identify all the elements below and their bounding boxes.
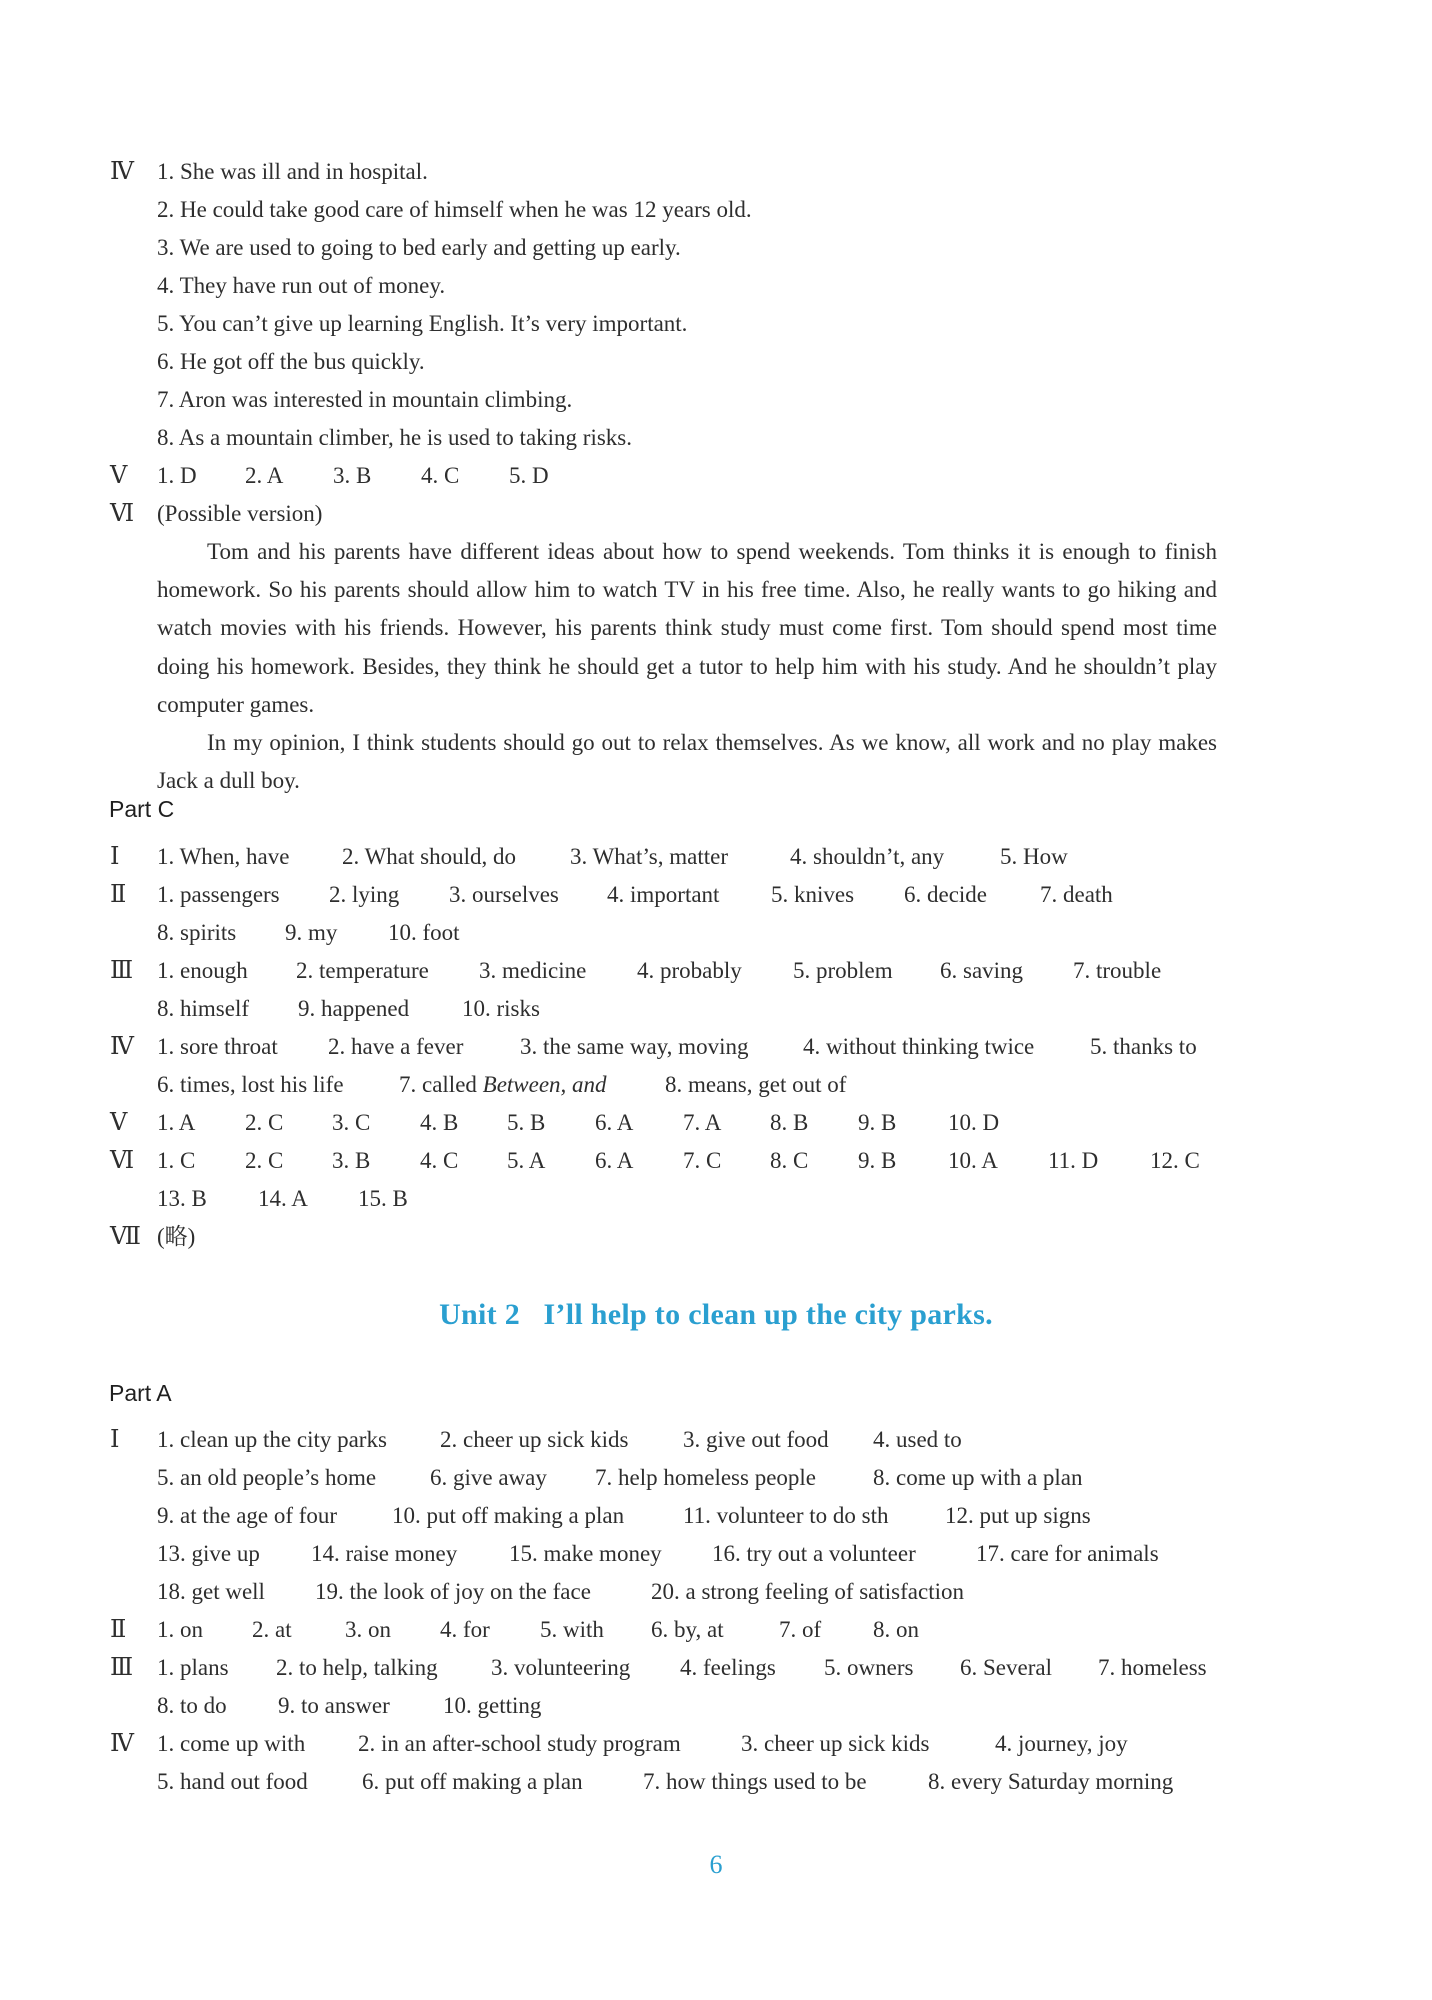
answer-item: 4. C: [421, 463, 460, 488]
answer-item: 3. medicine: [479, 958, 587, 983]
answer-item: 6. times, lost his life: [157, 1072, 344, 1097]
answer-item: 14. A: [258, 1186, 308, 1211]
answer-sentence: 5. You can’t give up learning English. It’s very important.: [157, 311, 688, 336]
answer-item: 2. cheer up sick kids: [440, 1427, 629, 1452]
version-label: (Possible version): [157, 501, 323, 526]
answer-item: 16. try out a volunteer: [712, 1541, 916, 1566]
answer-item: 2. What should, do: [342, 844, 516, 869]
answer-item: 9. B: [858, 1148, 897, 1173]
section-numeral: Ⅱ: [110, 882, 127, 908]
answer-item: 2. to help, talking: [276, 1655, 438, 1680]
answer-item: 5. knives: [771, 882, 855, 907]
answer-item: 8. to do: [157, 1693, 227, 1718]
section-numeral: Ⅳ: [110, 1731, 134, 1757]
answer-item: 1. come up with: [157, 1731, 306, 1756]
answer-item: 3. give out food: [683, 1427, 829, 1452]
answer-item: 8. on: [873, 1617, 919, 1642]
answer-item: 4. important: [607, 882, 720, 907]
section-numeral: Ⅰ: [110, 844, 120, 870]
section-numeral: Ⅶ: [110, 1224, 141, 1250]
answer-item: 6. by, at: [651, 1617, 724, 1642]
answer-item: 8. B: [770, 1110, 809, 1135]
answer-item: 10. put off making a plan: [392, 1503, 625, 1528]
answer-item: 4. C: [420, 1148, 459, 1173]
answer-sentence: 4. They have run out of money.: [157, 273, 446, 298]
answer-item: 10. risks: [462, 996, 540, 1021]
answer-item: 8. come up with a plan: [873, 1465, 1083, 1490]
answer-item: 12. put up signs: [945, 1503, 1091, 1528]
answer-item: 4. for: [440, 1617, 490, 1642]
answer-item: 6. give away: [430, 1465, 547, 1490]
answer-item: 6. saving: [940, 958, 1024, 983]
answer-item: 13. give up: [157, 1541, 260, 1566]
answer-item: 5. A: [507, 1148, 546, 1173]
answer-item: [399, 1066, 607, 1104]
answer-item: 3. volunteering: [491, 1655, 631, 1680]
answer-item: 5. hand out food: [157, 1769, 308, 1794]
section-numeral: Ⅵ: [110, 501, 135, 527]
answer-sentence: 2. He could take good care of himself when he was 12 years old.: [157, 197, 752, 222]
answer-item: 6. A: [595, 1110, 634, 1135]
answer-item-text: 7. called: [399, 1072, 483, 1097]
essay-paragraph: Tom and his parents have different ideas about how to spend weekends. Tom thinks it is enough to finish homework. So his parents should allow him to watch TV in his free time. Also, he really wants to go hiking and watch movies with his friends. However, his parents think study must come first. Tom should spend most time doing his homework. Besides, they think he should get a tutor to help him with his study. And he shouldn’t play computer games.: [157, 539, 1217, 717]
answer-item: 1. plans: [157, 1655, 229, 1680]
answer-item: 5. an old people’s home: [157, 1465, 377, 1490]
answer-item: 10. D: [948, 1110, 1000, 1135]
page-number: 6: [709, 1850, 723, 1879]
answer-item: 3. C: [332, 1110, 371, 1135]
answer-item: 2. lying: [329, 882, 400, 907]
answer-item: 7. death: [1040, 882, 1113, 907]
answer-item: 14. raise money: [311, 1541, 458, 1566]
essay-paragraph: In my opinion, I think students should go out to relax themselves. As we know, all work and no play makes Jack a dull boy.: [157, 730, 1217, 794]
answer-item: 6. decide: [904, 882, 988, 907]
answer-item: 7. C: [683, 1148, 722, 1173]
section-numeral: Ⅴ: [110, 463, 128, 489]
answer-item: 6. put off making a plan: [362, 1769, 583, 1794]
answer-item: 5. B: [507, 1110, 546, 1135]
answer-item: 8. every Saturday morning: [928, 1769, 1174, 1794]
answer-item: 9. B: [858, 1110, 897, 1135]
answer-item: 2. in an after-school study program: [358, 1731, 681, 1756]
answer-item: 13. B: [157, 1186, 207, 1211]
answer-item: 1. passengers: [157, 882, 280, 907]
answer-sentence: 1. She was ill and in hospital.: [157, 159, 428, 184]
answer-item: 1. clean up the city parks: [157, 1427, 387, 1452]
answer-item: 18. get well: [157, 1579, 265, 1604]
answer-item: 7. of: [779, 1617, 822, 1642]
section-numeral: Ⅱ: [110, 1617, 127, 1643]
answer-item: 9. at the age of four: [157, 1503, 338, 1528]
answer-item: 5. D: [509, 463, 549, 488]
answer-item: 15. make money: [509, 1541, 662, 1566]
answer-item: 8. C: [770, 1148, 809, 1173]
section-numeral: Ⅴ: [110, 1110, 128, 1136]
answer-item: 4. journey, joy: [995, 1731, 1128, 1756]
answer-item: 5. problem: [793, 958, 893, 983]
answer-item: 3. B: [332, 1148, 371, 1173]
answer-item: 1. on: [157, 1617, 203, 1642]
section-numeral: Ⅵ: [110, 1148, 135, 1174]
answer-item: 7. homeless: [1098, 1655, 1207, 1680]
answer-item: 3. ourselves: [449, 882, 559, 907]
answer-item: 3. the same way, moving: [520, 1034, 749, 1059]
answer-sentence: 3. We are used to going to bed early and getting up early.: [157, 235, 681, 260]
answer-item: 1. A: [157, 1110, 196, 1135]
answer-item: 7. how things used to be: [643, 1769, 867, 1794]
answer-item: 3. cheer up sick kids: [741, 1731, 930, 1756]
answer-item: 2. temperature: [296, 958, 429, 983]
answer-item: 1. When, have: [157, 844, 290, 869]
part-heading: Part C: [109, 796, 175, 822]
answer-item: 3. B: [333, 463, 372, 488]
answer-item: 10. foot: [388, 920, 460, 945]
answer-item: 2. C: [245, 1110, 284, 1135]
answer-item: 8. spirits: [157, 920, 237, 945]
answer-item: 19. the look of joy on the face: [315, 1579, 591, 1604]
answer-item: 4. used to: [873, 1427, 962, 1452]
answer-item: 1. D: [157, 463, 197, 488]
answer-item: 5. owners: [824, 1655, 914, 1680]
answer-item: 9. my: [285, 920, 338, 945]
section-numeral: Ⅰ: [110, 1427, 120, 1453]
answer-item: (略): [157, 1224, 196, 1249]
answer-item: 8. means, get out of: [665, 1072, 847, 1097]
answer-item: 4. probably: [637, 958, 742, 983]
answer-item: 1. enough: [157, 958, 248, 983]
answer-item: 1. sore throat: [157, 1034, 278, 1059]
answer-item: 3. What’s, matter: [570, 844, 728, 869]
section-numeral: Ⅲ: [110, 1655, 134, 1681]
answer-item: 6. A: [595, 1148, 634, 1173]
answer-item: 6. Several: [960, 1655, 1052, 1680]
section-numeral: Ⅳ: [110, 159, 134, 185]
answer-item: 2. C: [245, 1148, 284, 1173]
answer-item: 2. have a fever: [328, 1034, 464, 1059]
answer-sentence: 8. As a mountain climber, he is used to taking risks.: [157, 425, 632, 450]
answer-item: 9. to answer: [278, 1693, 390, 1718]
answer-item: 7. trouble: [1073, 958, 1162, 983]
answer-item: 11. volunteer to do sth: [683, 1503, 889, 1528]
answer-item: 11. D: [1048, 1148, 1099, 1173]
answer-item: 5. with: [540, 1617, 604, 1642]
unit-title: Unit 2 I’ll help to clean up the city parks.: [439, 1298, 993, 1331]
answer-item: 10. A: [948, 1148, 998, 1173]
section-numeral: Ⅳ: [110, 1034, 134, 1060]
answer-item: 12. C: [1150, 1148, 1200, 1173]
answer-sentence: 7. Aron was interested in mountain climbing.: [157, 387, 573, 412]
answer-item: 15. B: [358, 1186, 408, 1211]
answer-item: 7. help homeless people: [595, 1465, 817, 1490]
answer-item: 9. happened: [298, 996, 410, 1021]
part-heading: Part A: [109, 1380, 172, 1406]
answer-sentence: 6. He got off the bus quickly.: [157, 349, 425, 374]
sample-essay: [157, 533, 1217, 800]
answer-item: 7. A: [683, 1110, 722, 1135]
section-numeral: Ⅲ: [110, 958, 134, 984]
answer-item: 3. on: [345, 1617, 391, 1642]
italic-phrase: Between, and: [482, 1072, 607, 1097]
answer-item: 2. at: [252, 1617, 292, 1642]
answer-item: 4. feelings: [680, 1655, 776, 1680]
answer-item: 1. C: [157, 1148, 196, 1173]
answer-item: 4. without thinking twice: [803, 1034, 1035, 1059]
answer-item: 4. shouldn’t, any: [790, 844, 945, 869]
answer-item: 10. getting: [443, 1693, 542, 1718]
answer-item: 17. care for animals: [976, 1541, 1159, 1566]
answer-item: 8. himself: [157, 996, 249, 1021]
answer-item: 2. A: [245, 463, 284, 488]
answer-item: 20. a strong feeling of satisfaction: [651, 1579, 964, 1604]
answer-item: 5. thanks to: [1090, 1034, 1197, 1059]
answer-item: 4. B: [420, 1110, 459, 1135]
answer-item: 5. How: [1000, 844, 1068, 869]
